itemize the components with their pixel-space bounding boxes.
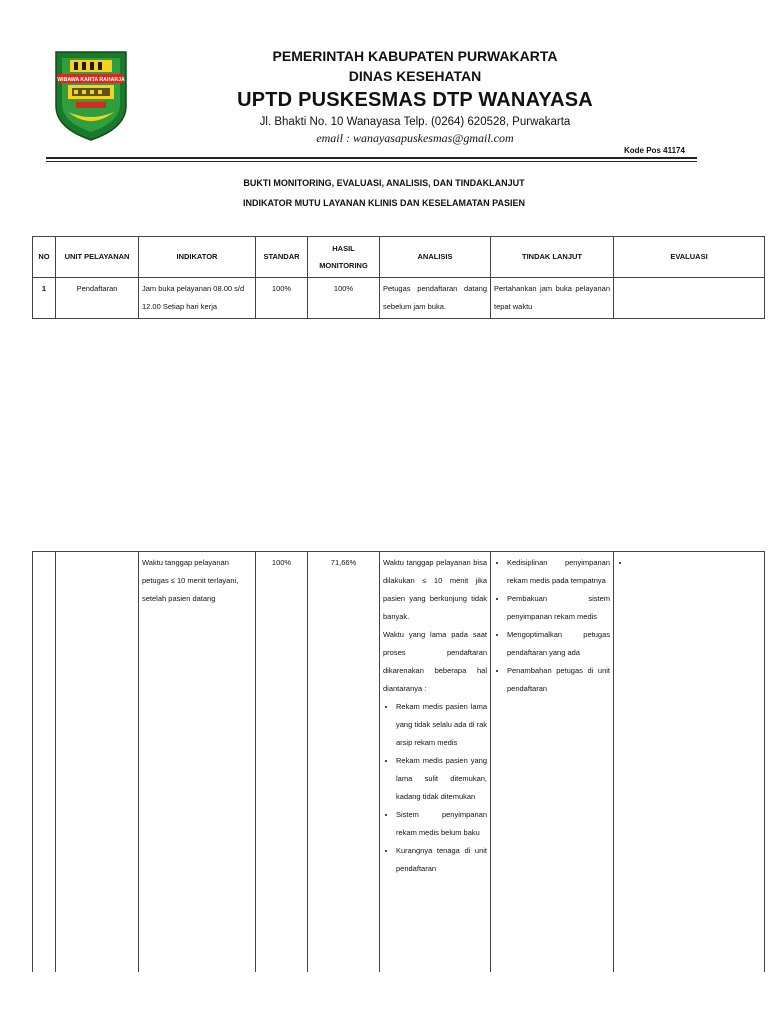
list-item: • Sistem penyimpanan rekam medis belum baku	[396, 806, 487, 842]
cell-evaluasi	[614, 552, 765, 972]
list-item: • Rekam medis pasien lama yang tidak selalu ada di rak arsip rekam medis	[396, 698, 487, 752]
list-item: • Kedisiplinan penyimpanan rekam medis pada tempatnya	[507, 554, 610, 590]
list-item	[630, 554, 761, 572]
header-rule-thin	[46, 161, 697, 162]
header-indikator: INDIKATOR	[139, 237, 256, 278]
cell-hasil: 100%	[308, 278, 380, 319]
address: Jl. Bhakti No. 10 Wanayasa Telp. (0264) 620528, Purwakarta	[259, 116, 571, 128]
analisis-intro: Waktu tanggap pelayanan bisa dilakukan ≤ 10 menit jika pasien yang berkunjung tidak banyak.	[383, 558, 487, 621]
header-standar: STANDAR	[256, 237, 308, 278]
tindak-list	[494, 554, 610, 698]
institution-name: UPTD PUSKESMAS DTP WANAYASA	[237, 89, 593, 111]
header-hasil: HASIL MONITORING	[308, 237, 380, 278]
svg-text:WIBAWA KARTA RAHARJA: WIBAWA KARTA RAHARJA	[57, 77, 125, 83]
document-subtitle: INDIKATOR MUTU LAYANAN KLINIS DAN KESELAMATAN PASIEN	[242, 198, 525, 208]
indicator-table	[32, 236, 765, 319]
header-tindak: TINDAK LANJUT	[491, 237, 614, 278]
postal-code: Kode Pos 41174	[624, 146, 685, 155]
cell-analisis: Petugas pendaftaran datang sebelum jam buka.	[380, 278, 491, 319]
header-unit: UNIT PELAYANAN	[56, 237, 139, 278]
cell-tindak	[491, 552, 614, 972]
cell-standar: 100%	[256, 278, 308, 319]
cell-indikator: Jam buka pelayanan 08.00 s/d 12.00 Setiap hari kerja	[139, 278, 256, 319]
indicator-table-continued	[32, 551, 765, 972]
cell-evaluasi	[614, 278, 765, 319]
cell-unit: Pendaftaran	[56, 278, 139, 319]
header-analisis: ANALISIS	[380, 237, 491, 278]
document-title: BUKTI MONITORING, EVALUASI, ANALISIS, DAN TINDAKLANJUT	[243, 178, 525, 188]
email: email : wanayasapuskesmas@gmail.com	[316, 131, 514, 145]
cell-no	[33, 552, 56, 972]
cell-no: 1	[33, 278, 56, 319]
table-header-row	[33, 237, 765, 278]
list-item: • Penambahan petugas di unit pendaftaran	[507, 662, 610, 698]
cell-unit	[56, 552, 139, 972]
cell-indikator: Waktu tanggap pelayanan petugas ≤ 10 menit terlayani, setelah pasien datang	[139, 552, 256, 972]
list-item: • Mengoptimalkan petugas pendaftaran yang ada	[507, 626, 610, 662]
purwakarta-emblem	[52, 48, 130, 142]
list-item: • Kurangnya tenaga di unit pendaftaran	[396, 842, 487, 878]
cell-analisis	[380, 552, 491, 972]
table-row	[33, 278, 765, 319]
department-name: DINAS KESEHATAN	[348, 68, 482, 84]
list-item: • Pembakuan sistem penyimpanan rekam medis	[507, 590, 610, 626]
cell-hasil: 71,66%	[308, 552, 380, 972]
cell-standar: 100%	[256, 552, 308, 972]
evaluasi-list	[617, 554, 761, 572]
header-no: NO	[33, 237, 56, 278]
analisis-intro-2: Waktu yang lama pada saat proses pendaftaran dikarenakan beberapa hal diantaranya :	[383, 630, 487, 693]
gov-name: PEMERINTAH KABUPATEN PURWAKARTA	[272, 48, 558, 64]
list-item: • Rekam medis pasien yang lama sulit ditemukan, kadang tidak ditemukan	[396, 752, 487, 806]
analisis-list	[383, 698, 487, 878]
table-row	[33, 552, 765, 972]
cell-tindak: Pertahankan jam buka pelayanan tepat waktu	[491, 278, 614, 319]
header-rule	[46, 157, 697, 159]
header-evaluasi: EVALUASI	[614, 237, 765, 278]
